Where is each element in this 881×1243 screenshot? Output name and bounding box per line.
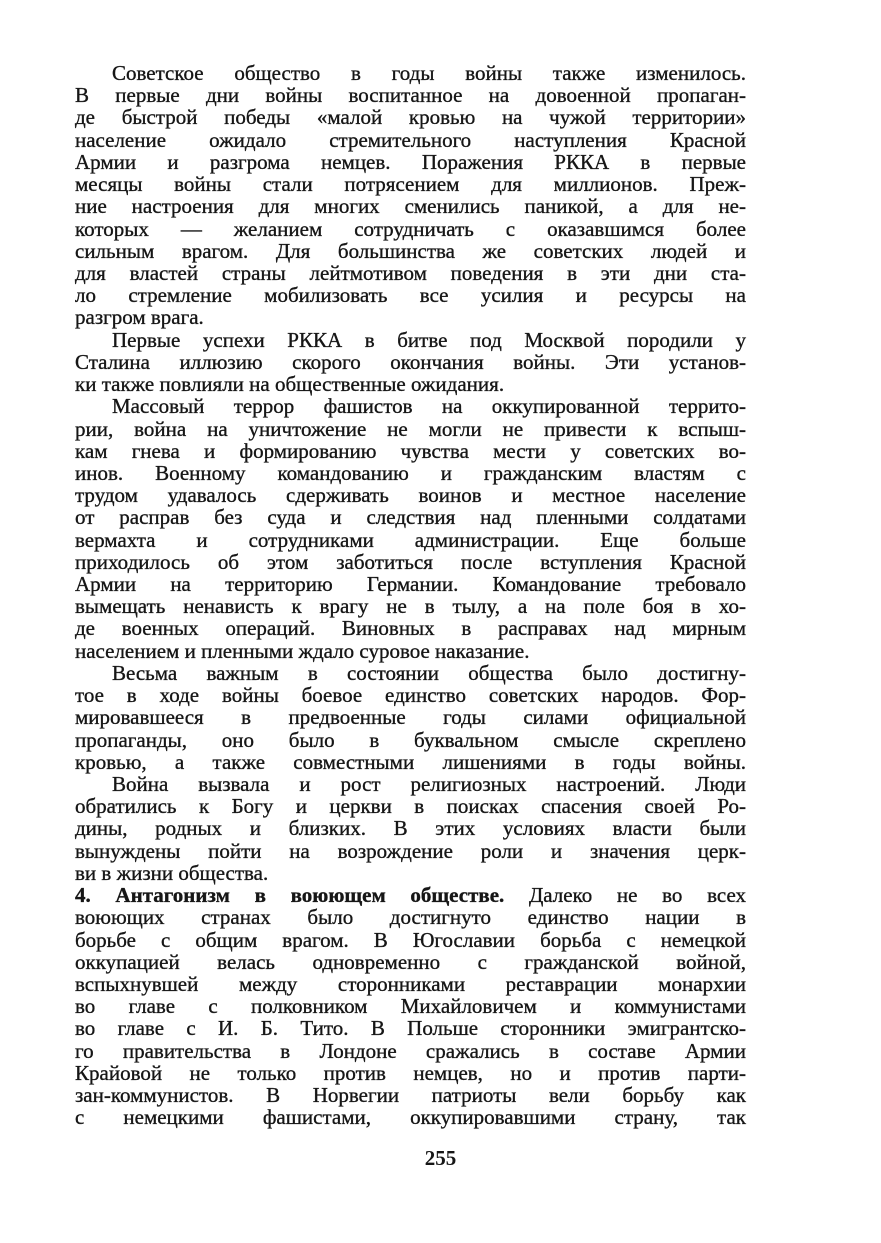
text-line: Война вызвала и рост религиозных настроений. Люди: [112, 772, 746, 796]
text-line: во главе с И. Б. Тито. В Польше сторонники эмигрантско-: [75, 1016, 746, 1041]
text-line: дины, родных и близких. В этих условиях власти были: [75, 816, 746, 841]
text-line: население ожидало стремительного наступления Красной: [75, 127, 746, 152]
text-line: тое в ходе войны боевое единство советских народов. Фор-: [75, 683, 746, 708]
text-line: пропаганды, оно было в буквальном смысле скреплено: [75, 727, 746, 752]
text-line: Армии на территорию Германии. Командование требовало: [75, 572, 746, 597]
text-line: обратились к Богу и церкви в поисках спасения своей Ро-: [75, 794, 746, 819]
text-line: Советское общество в годы войны также изменилось.: [112, 61, 746, 85]
paragraph: [75, 662, 746, 773]
section-paragraph: [75, 884, 746, 1128]
text-line: 4. Антагонизм в воюющем обществе. Далеко не во всех: [75, 883, 746, 908]
body-text: [75, 62, 746, 1129]
text-line: кам гнева и формированию чувства мести у советских во-: [75, 438, 746, 463]
paragraph: [75, 395, 746, 662]
text-line: кровью, а также совместными лишениями в годы войны.: [75, 749, 746, 774]
text-line: В первые дни войны воспитанное на довоенной пропаган-: [75, 83, 746, 108]
text-line: Массовый террор фашистов на оккупированной террито-: [112, 394, 746, 419]
paragraph: [75, 773, 746, 884]
text-line: от расправ без суда и следствия над пленными солдатами: [75, 505, 746, 530]
text-line: вермахта и сотрудниками администрации. Еще больше: [75, 527, 746, 552]
text-line: де военных операций. Виновных в расправах над мирным: [75, 616, 746, 641]
text-line: мировавшееся в предвоенные годы силами официальной: [75, 705, 746, 730]
text-line: Весьма важным в состоянии общества было достигну-: [112, 660, 746, 685]
paragraph: [75, 62, 746, 329]
text-line: с немецкими фашистами, оккупировавшими страну, так: [75, 1105, 746, 1130]
text-line: воюющих странах было достигнуто единство нации в: [75, 905, 746, 930]
text-line: рии, война на уничтожение не могли не привести к вспыш-: [75, 416, 746, 441]
text-line: ки также повлияли на общественные ожидания.: [75, 372, 505, 397]
text-line: ние настроения для многих сменились паникой, а для не-: [75, 194, 746, 219]
text-line: приходилось об этом заботиться после вступления Красной: [75, 549, 746, 574]
text-line: во главе с полковником Михайловичем и коммунистами: [75, 994, 746, 1019]
text-line: разгром врага.: [75, 305, 204, 330]
text-line: оккупацией велась одновременно с гражданской войной,: [75, 949, 746, 974]
text-line: де быстрой победы «малой кровью на чужой территории»: [75, 105, 746, 130]
text-line: трудом удавалось сдерживать воинов и местное население: [75, 483, 746, 508]
text-line: Первые успехи РККА в битве под Москвой породили у: [112, 327, 746, 352]
text-line: месяцы войны стали потрясением для миллионов. Преж-: [75, 172, 746, 197]
text-line: для властей страны лейтмотивом поведения в эти дни ста-: [75, 260, 746, 285]
page-number: 255: [424, 1146, 457, 1170]
text-line: населением и пленными ждало суровое наказание.: [75, 638, 530, 663]
text-line: ло стремление мобилизовать все усилия и ресурсы на: [75, 283, 746, 308]
text-line: инов. Военному командованию и гражданским властям с: [75, 460, 746, 485]
text-line: Крайовой не только против немцев, но и против парти-: [75, 1060, 746, 1085]
text-line: зан-коммунистов. В Норвегии патриоты вели борьбу как: [75, 1083, 746, 1108]
text-line: вынуждены пойти на возрождение роли и значения церк-: [75, 838, 746, 863]
text-line: которых — желанием сотрудничать с оказавшимся более: [75, 216, 746, 241]
text-line: борьбе с общим врагом. В Югославии борьба с немецкой: [75, 927, 746, 952]
text-line: Армии и разгрома немцев. Поражения РККА в первые: [75, 149, 746, 174]
text-line: вымещать ненависть к врагу не в тылу, а на поле боя в хо-: [75, 594, 746, 619]
text-line: ви в жизни общества.: [75, 860, 269, 885]
paragraph: [75, 329, 746, 396]
text-line: Сталина иллюзию скорого окончания войны. Эти установ-: [75, 349, 746, 374]
text-line: вспыхнувшей между сторонниками реставрации монархии: [75, 971, 746, 996]
section-heading: 4. Антагонизм в воюющем обществе.: [75, 883, 505, 908]
text-line: сильным врагом. Для большинства же советских людей и: [75, 238, 746, 263]
text-line: го правительства в Лондоне сражались в составе Армии: [75, 1038, 746, 1063]
